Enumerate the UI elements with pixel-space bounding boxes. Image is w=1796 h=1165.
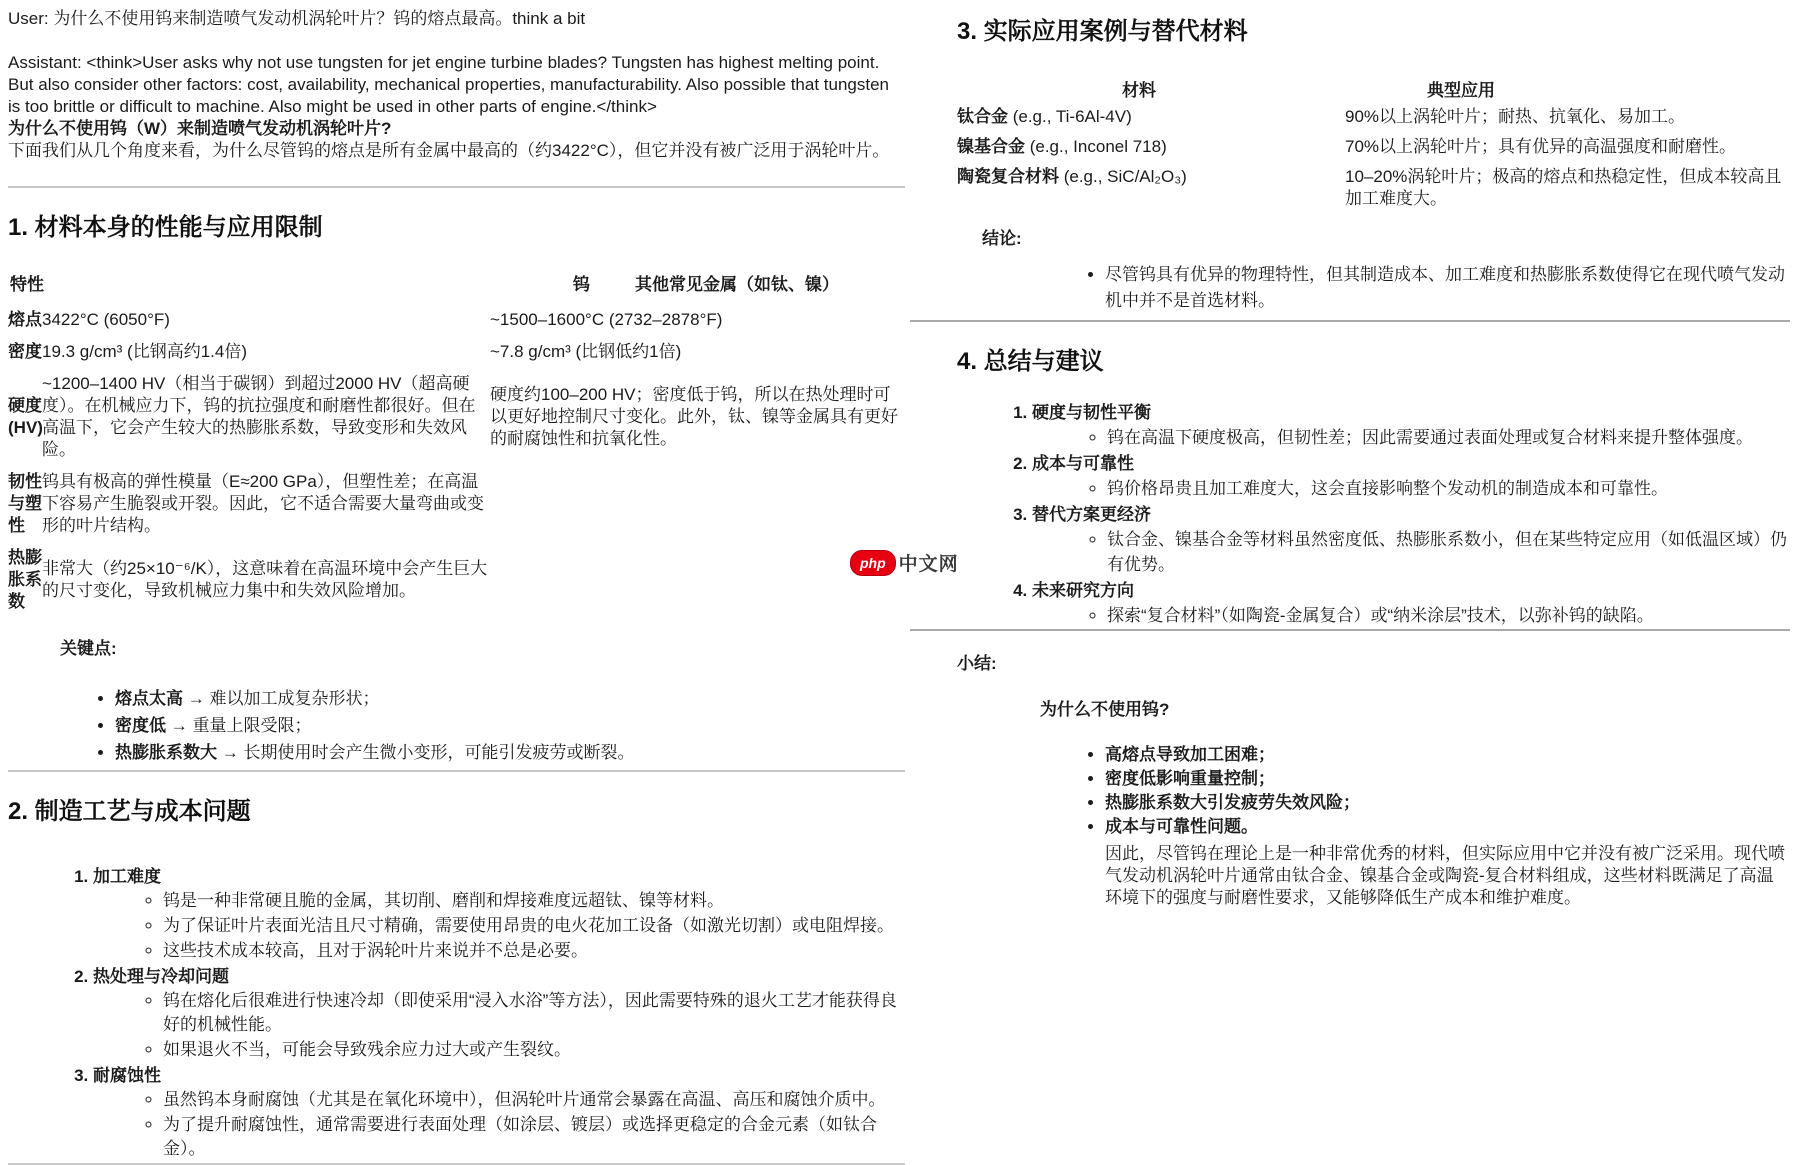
php-cn-watermark: [850, 549, 959, 576]
item-title: 4. 未来研究方向: [1032, 581, 1134, 600]
table-row: [957, 102, 1790, 132]
sub-item: ◦ 钛合金、镍基合金等材料虽然密度低、热膨胀系数小，但在某些特定应用（如低温区域）仍有优势。: [1107, 527, 1790, 577]
keypoints-list: [8, 688, 905, 764]
table-row: [8, 466, 905, 542]
numbered-item: [93, 1063, 905, 1161]
conclusion-label: 结论:: [982, 229, 1022, 248]
keypoint-lead: 热膨胀系数大: [115, 743, 217, 762]
horizontal-divider: [910, 629, 1790, 631]
tungsten-value: 钨具有极高的弹性模量（E≈200 GPa），但塑性差；在高温下容易产生脆裂或开裂。因此，它不适合需要大量弯曲或变形的叶片结构。: [42, 472, 484, 535]
other-value: 硬度约100–200 HV；密度低于钨，所以在热处理时可以更好地控制尺寸变化。此外，钛、镍等金属具有更好的耐腐蚀性和抗氧化性。: [490, 385, 898, 448]
summary-item-text: 成本与可靠性问题。: [1105, 817, 1258, 836]
summary-label: 小结:: [957, 654, 997, 673]
numbered-item: [93, 964, 905, 1062]
sub-list: [93, 989, 905, 1062]
user-message: User: 为什么不使用钨来制造喷气发动机涡轮叶片？钨的熔点最高。think a bit: [8, 9, 586, 28]
material-name-bold: 陶瓷复合材料: [957, 167, 1059, 186]
item-title: 3. 耐腐蚀性: [93, 1066, 161, 1085]
other-value: ~1500–1600°C (2732–2878°F): [490, 310, 723, 329]
row-key: 热膨胀系数: [8, 548, 42, 611]
conclusion-list: [982, 262, 1790, 314]
properties-table-header: [8, 274, 905, 296]
material-name: [957, 166, 1345, 210]
section4-list: [957, 400, 1790, 628]
section2-list: [8, 864, 905, 1161]
summary-paragraph: 因此，尽管钨在理论上是一种非常优秀的材料，但实际应用中它并没有被广泛采用。现代喷气发动机涡轮叶片通常由钛合金、镍基合金或陶瓷-复合材料组成，这些材料既满足了高温环境下的强度与耐磨性要求，又能够降低生产成本和维护难度。: [1105, 844, 1785, 907]
table1-header-tungsten: 钨: [573, 275, 590, 294]
sub-item: ◦ 为了保证叶片表面光洁且尺寸精确，需要使用昂贵的电火花加工设备（如激光切割）或电阻焊接。: [163, 914, 905, 938]
material-example: (e.g., SiC/Al₂O₃): [1059, 167, 1187, 186]
material-application: 90%以上涡轮叶片；耐热、抗氧化、易加工。: [1345, 107, 1686, 126]
summary-item-text: 密度低影响重量控制；: [1105, 769, 1275, 788]
numbered-item: [1032, 400, 1790, 450]
sub-item: ◦ 钨在高温下硬度极高，但韧性差；因此需要通过表面处理或复合材料来提升整体强度。: [1107, 425, 1790, 450]
keypoints-label: 关键点:: [60, 639, 117, 658]
conclusion-item: • 尽管钨具有优异的物理特性，但其制造成本、加工难度和热膨胀系数使得它在现代喷气发动机中并不是首选材料。: [1105, 262, 1790, 314]
table-row: [8, 368, 905, 466]
row-key: 熔点: [8, 310, 42, 329]
sub-item: ◦ 探索“复合材料”（如陶瓷-金属复合）或“纳米涂层”技术，以弥补钨的缺陷。: [1107, 603, 1790, 628]
sub-list: [1032, 527, 1790, 577]
list-item: [115, 715, 905, 737]
material-name-bold: 钛合金: [957, 107, 1008, 126]
table3-header-material: 材料: [1122, 81, 1156, 100]
question-heading: 为什么不使用钨（W）来制造喷气发动机涡轮叶片?: [8, 119, 392, 138]
tungsten-value: 3422°C (6050°F): [42, 310, 170, 329]
sub-item: ◦ 虽然钨本身耐腐蚀（尤其是在氧化环境中），但涡轮叶片通常会暴露在高温、高压和腐蚀介质中。: [163, 1088, 905, 1112]
row-key: 韧性与塑性: [8, 472, 42, 535]
row-key: 硬度 (HV): [8, 396, 43, 437]
list-item: [115, 688, 905, 710]
item-title: 2. 热处理与冷却问题: [93, 967, 229, 986]
section1-title: 1. 材料本身的性能与应用限制: [8, 214, 323, 241]
keypoint-rest: → 重量上限受限；: [166, 716, 312, 735]
table-row: [8, 542, 905, 618]
conclusion-block: [982, 228, 1790, 314]
summary-list: [1040, 743, 1790, 909]
table1-header-property: 特性: [10, 275, 44, 294]
sub-item: ◦ 钨在熔化后很难进行快速冷却（即使采用“浸入水浴”等方法），因此需要特殊的退火工艺才能获得良好的机械性能。: [163, 989, 905, 1037]
section3-title: 3. 实际应用案例与替代材料: [957, 18, 1248, 45]
item-title: 2. 成本与可靠性: [1032, 454, 1134, 473]
summary-block: [1040, 699, 1790, 909]
keypoint-lead: 熔点太高: [115, 689, 183, 708]
sub-item: ◦ 这些技术成本较高，且对于涡轮叶片来说并不总是必要。: [163, 939, 905, 963]
properties-table: [8, 304, 905, 618]
sub-item: ◦ 钨是一种非常硬且脆的金属，其切削、磨削和焊接难度远超钛、镍等材料。: [163, 889, 905, 913]
horizontal-divider: [8, 770, 905, 772]
materials-table: [957, 102, 1790, 214]
material-name: [957, 106, 1345, 128]
row-key: 密度: [8, 342, 42, 361]
item-title: 1. 加工难度: [93, 867, 161, 886]
numbered-item: [1032, 451, 1790, 501]
keypoint-lead: 密度低: [115, 716, 166, 735]
right-column: [957, 0, 1790, 909]
horizontal-divider: [8, 186, 905, 188]
summary-item: [1105, 743, 1790, 767]
numbered-item: [1032, 578, 1790, 628]
material-name-bold: 镍基合金: [957, 137, 1025, 156]
table-row: [8, 336, 905, 368]
sub-item: ◦ 钨价格昂贵且加工难度大，这会直接影响整个发动机的制造成本和可靠性。: [1107, 476, 1790, 501]
section4-title: 4. 总结与建议: [957, 348, 1104, 375]
material-name: [957, 136, 1345, 158]
summary-item-text: 高熔点导致加工困难；: [1105, 745, 1275, 764]
tungsten-value: ~1200–1400 HV（相当于碳钢）到超过2000 HV（超高硬度）。在机械应力下，钨的抗拉强度和耐磨性都很好。但在高温下，它会产生较大的热膨胀系数，导致变形和失效风险。: [42, 374, 476, 459]
numbered-item: [1032, 502, 1790, 577]
item-title: 3. 替代方案更经济: [1032, 505, 1151, 524]
material-application: 10–20%涡轮叶片；极高的熔点和热稳定性，但成本较高且加工难度大。: [1345, 167, 1782, 208]
table1-header-other-metals: 其他常见金属（如钛、镍）: [635, 275, 839, 294]
sub-list: [93, 889, 905, 963]
numbered-item: [93, 864, 905, 963]
keypoint-rest: → 长期使用时会产生微小变形，可能引发疲劳或断裂。: [217, 743, 635, 762]
sub-list: [1032, 476, 1790, 501]
summary-item: [1105, 767, 1790, 791]
assistant-think-text: Assistant: <think>User asks why not use tungsten for jet engine turbine blades? Tungsten has highest melting point. But also consider other factors: cost, availability, mechanical properties, manufacturability. Also possible that tungsten is too brittle or difficult to machine. Also might be used in other parts of engine.</think>: [8, 53, 889, 116]
section2-title: 2. 制造工艺与成本问题: [8, 798, 251, 825]
keypoint-rest: → 难以加工成复杂形状；: [183, 689, 380, 708]
materials-table-header: [957, 80, 1790, 102]
list-item: [115, 742, 905, 764]
table-row: [957, 132, 1790, 162]
tungsten-value: 19.3 g/cm³ (比钢高约1.4倍): [42, 342, 247, 361]
intro-text: 下面我们从几个角度来看，为什么尽管钨的熔点是所有金属中最高的（约3422°C），但它并没有被广泛用于涡轮叶片。: [8, 141, 890, 160]
other-value: ~7.8 g/cm³ (比钢低约1倍): [490, 342, 682, 361]
left-column: [8, 0, 905, 1165]
summary-question: 为什么不使用钨?: [1040, 700, 1170, 719]
php-logo-badge: php: [850, 550, 896, 576]
material-example: (e.g., Ti-6Al-4V): [1008, 107, 1132, 126]
item-title: 1. 硬度与韧性平衡: [1032, 403, 1151, 422]
sub-list: [93, 1088, 905, 1161]
sub-item: ◦ 如果退火不当，可能会导致残余应力过大或产生裂纹。: [163, 1038, 905, 1062]
table-row: [957, 162, 1790, 214]
sub-item: ◦ 为了提升耐腐蚀性，通常需要进行表面处理（如涂层、镀层）或选择更稳定的合金元素（如钛合金）。: [163, 1113, 905, 1161]
material-application: 70%以上涡轮叶片；具有优异的高温强度和耐磨性。: [1345, 137, 1737, 156]
tungsten-value: 非常大（约25×10⁻⁶/K），这意味着在高温环境中会产生巨大的尺寸变化，导致机械应力集中和失效风险增加。: [42, 559, 488, 600]
table3-header-application: 典型应用: [1427, 81, 1495, 100]
material-example: (e.g., Inconel 718): [1025, 137, 1167, 156]
assistant-message: [8, 52, 905, 162]
table-row: [8, 304, 905, 336]
php-logo-text: 中文网: [898, 554, 959, 575]
summary-item: [1105, 815, 1790, 909]
summary-item-text: 热膨胀系数大引发疲劳失效风险；: [1105, 793, 1360, 812]
sub-list: [1032, 425, 1790, 450]
sub-list: [1032, 603, 1790, 628]
horizontal-divider: [910, 320, 1790, 322]
summary-item: [1105, 791, 1790, 815]
